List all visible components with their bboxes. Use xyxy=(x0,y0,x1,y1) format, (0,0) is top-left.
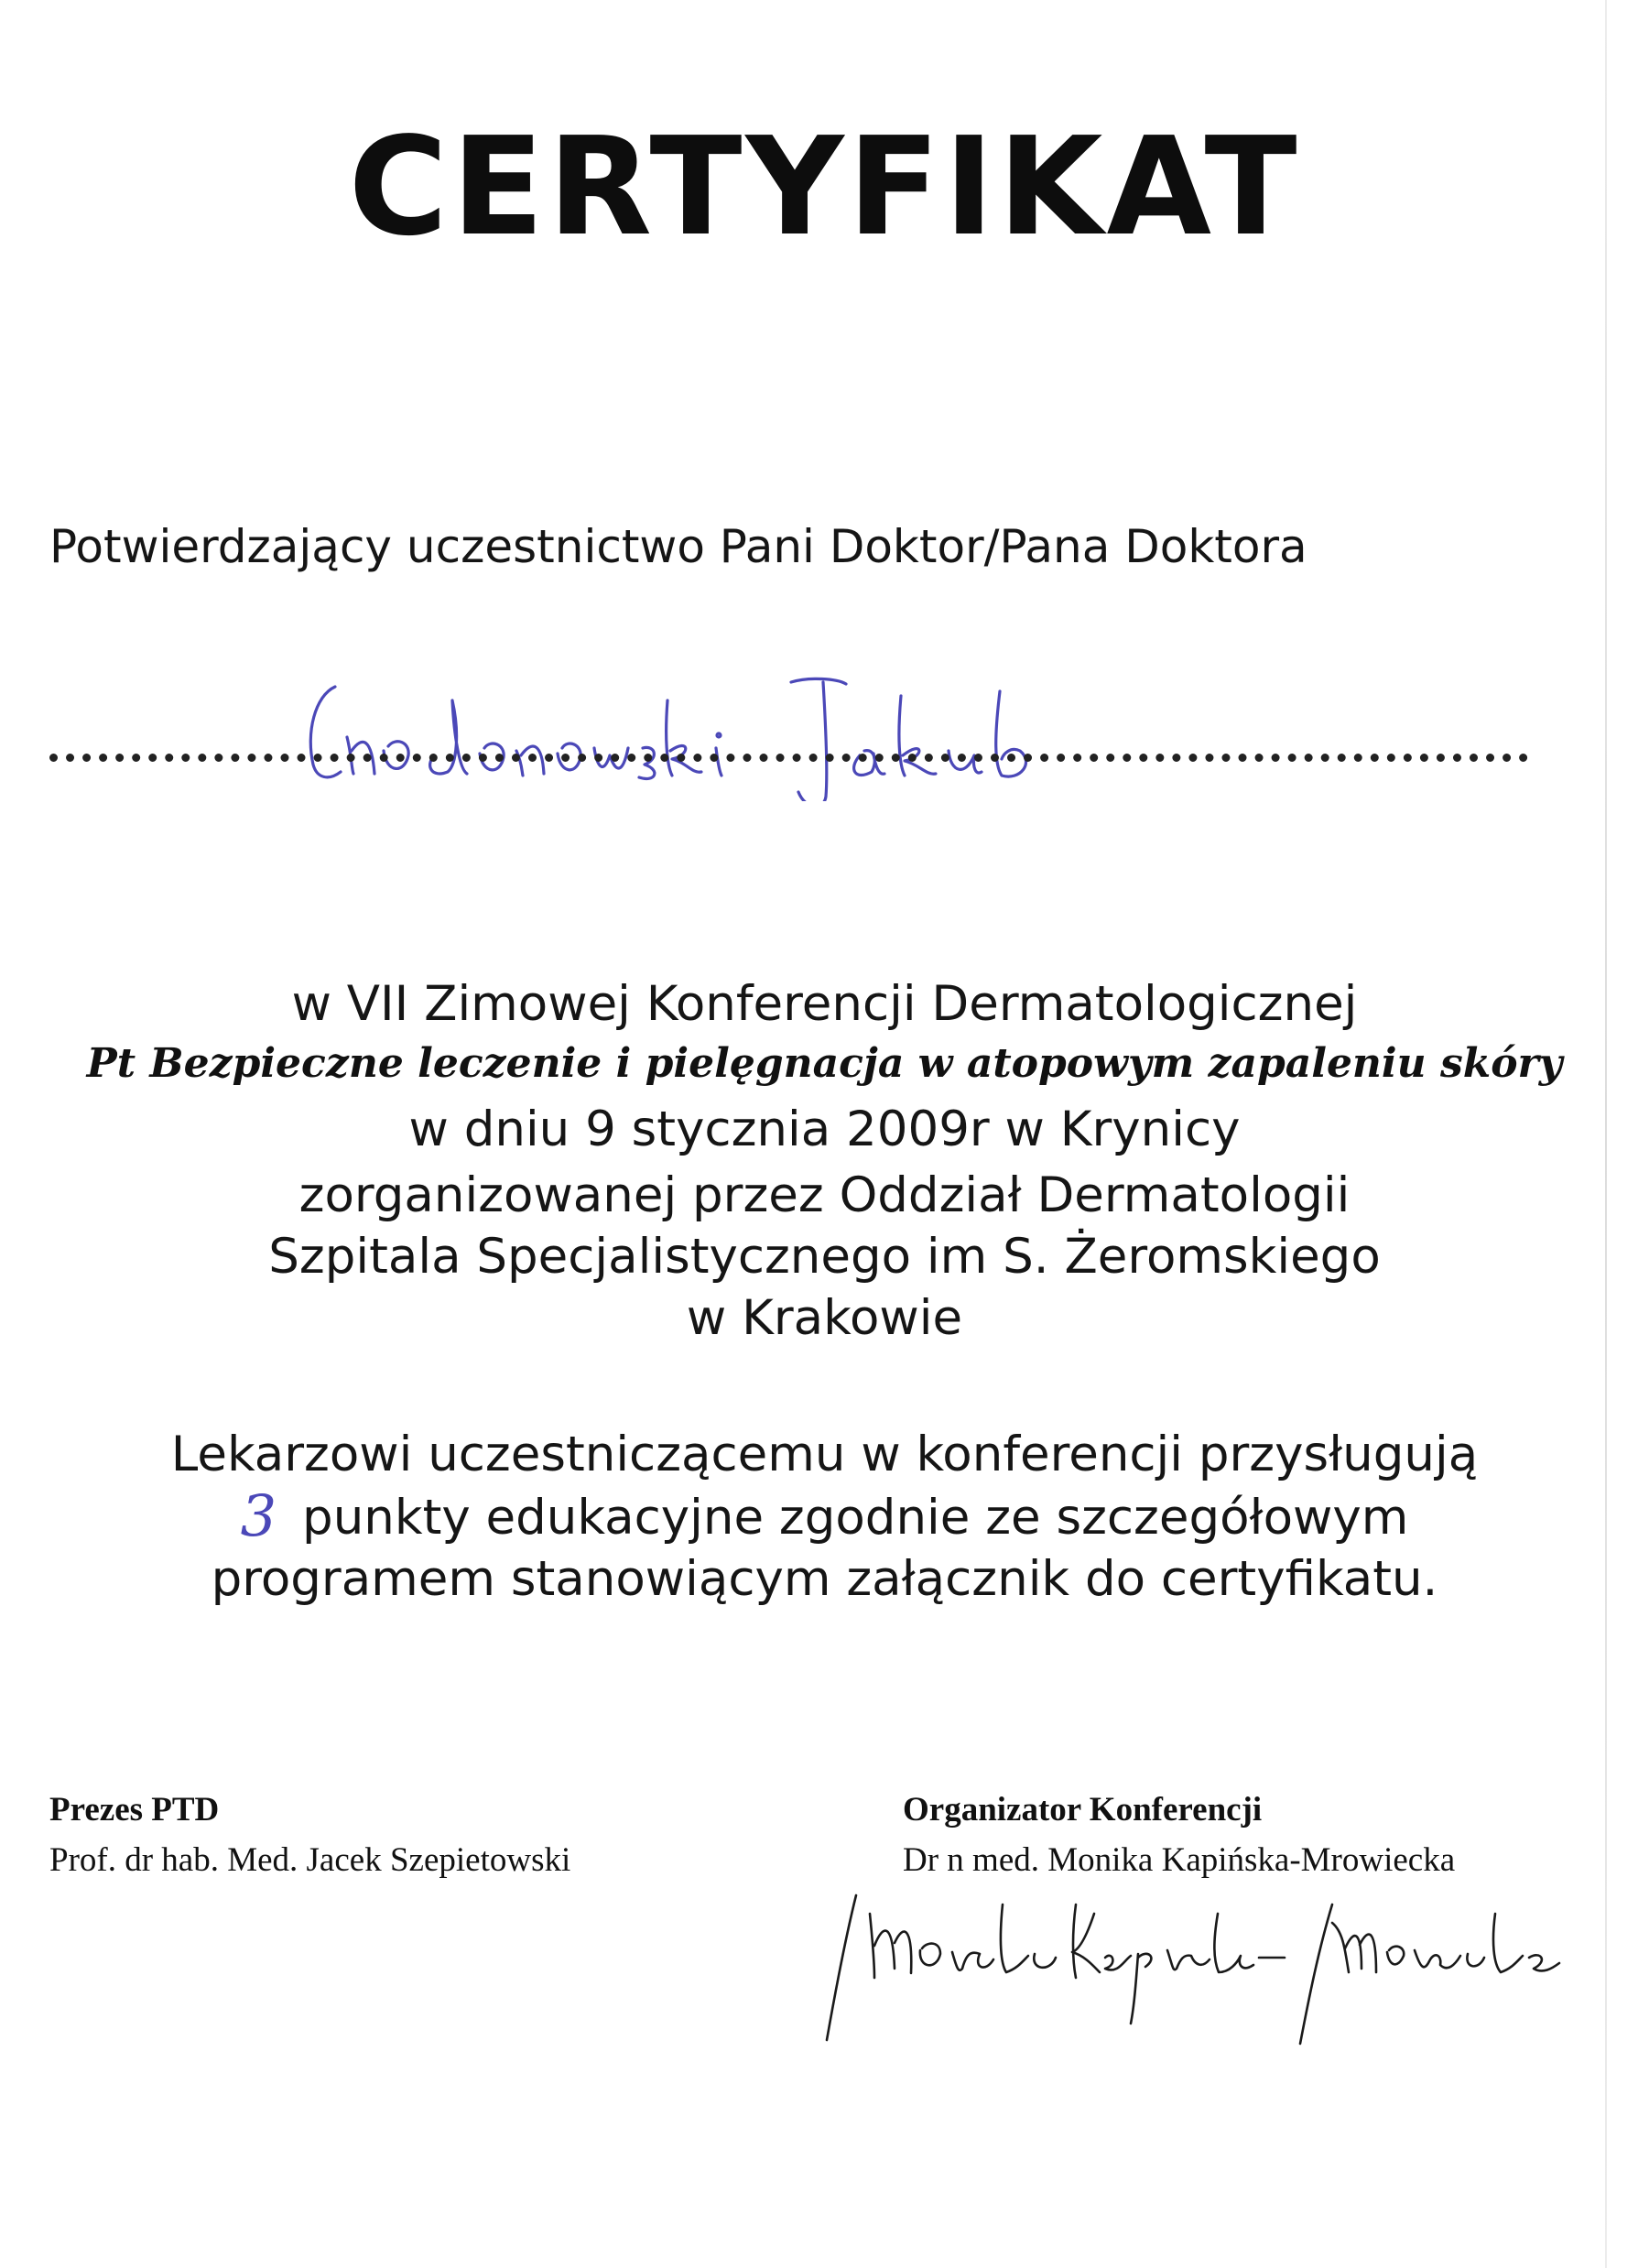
points-number-handwritten: 3 xyxy=(240,1482,277,1549)
organizer-line: zorganizowanej przez Oddział Dermatologii xyxy=(298,1167,1351,1223)
education-points xyxy=(0,1424,1649,1610)
date-place-line: w dniu 9 stycznia 2009r w Krynicy xyxy=(408,1101,1241,1157)
participant-name-handwriting xyxy=(297,664,1304,801)
points-line xyxy=(0,1482,1649,1549)
left-signatory-role: Prezes PTD xyxy=(49,1791,220,1829)
confirmation-line: Potwierdzający uczestnictwo Pani Doktor/Pana Doktora xyxy=(49,520,1307,573)
conference-details xyxy=(0,973,1649,1349)
hospital-line: Szpitala Specjalistycznego im S. Żeromskiego xyxy=(268,1229,1381,1285)
city-line: w Krakowie xyxy=(686,1290,963,1346)
points-text: punkty edukacyjne zgodnie ze szczegółowym xyxy=(302,1490,1409,1546)
conference-line: w VII Zimowej Konferencji Dermatologicznej xyxy=(291,976,1358,1032)
certificate-title: CERTYFIKAT xyxy=(348,108,1301,266)
left-signatory-name: Prof. dr hab. Med. Jacek Szepietowski xyxy=(49,1841,571,1879)
right-signatory-name: Dr n med. Monika Kapińska-Mrowiecka xyxy=(903,1841,1456,1879)
organizer-signature xyxy=(783,1877,1570,2051)
name-dotted-line xyxy=(49,754,1528,762)
points-intro-line: Lekarzowi uczestniczącemu w konferencji przysługują xyxy=(170,1427,1479,1482)
conference-topic: Pt Bezpieczne leczenie i pielęgnacja w atopowym zapaleniu skóry xyxy=(86,1040,1563,1087)
participant-name-field xyxy=(49,636,1533,801)
points-program-line: programem stanowiącym załącznik do certyfikatu. xyxy=(211,1551,1438,1607)
right-signatory-role: Organizator Konferencji xyxy=(903,1791,1263,1829)
